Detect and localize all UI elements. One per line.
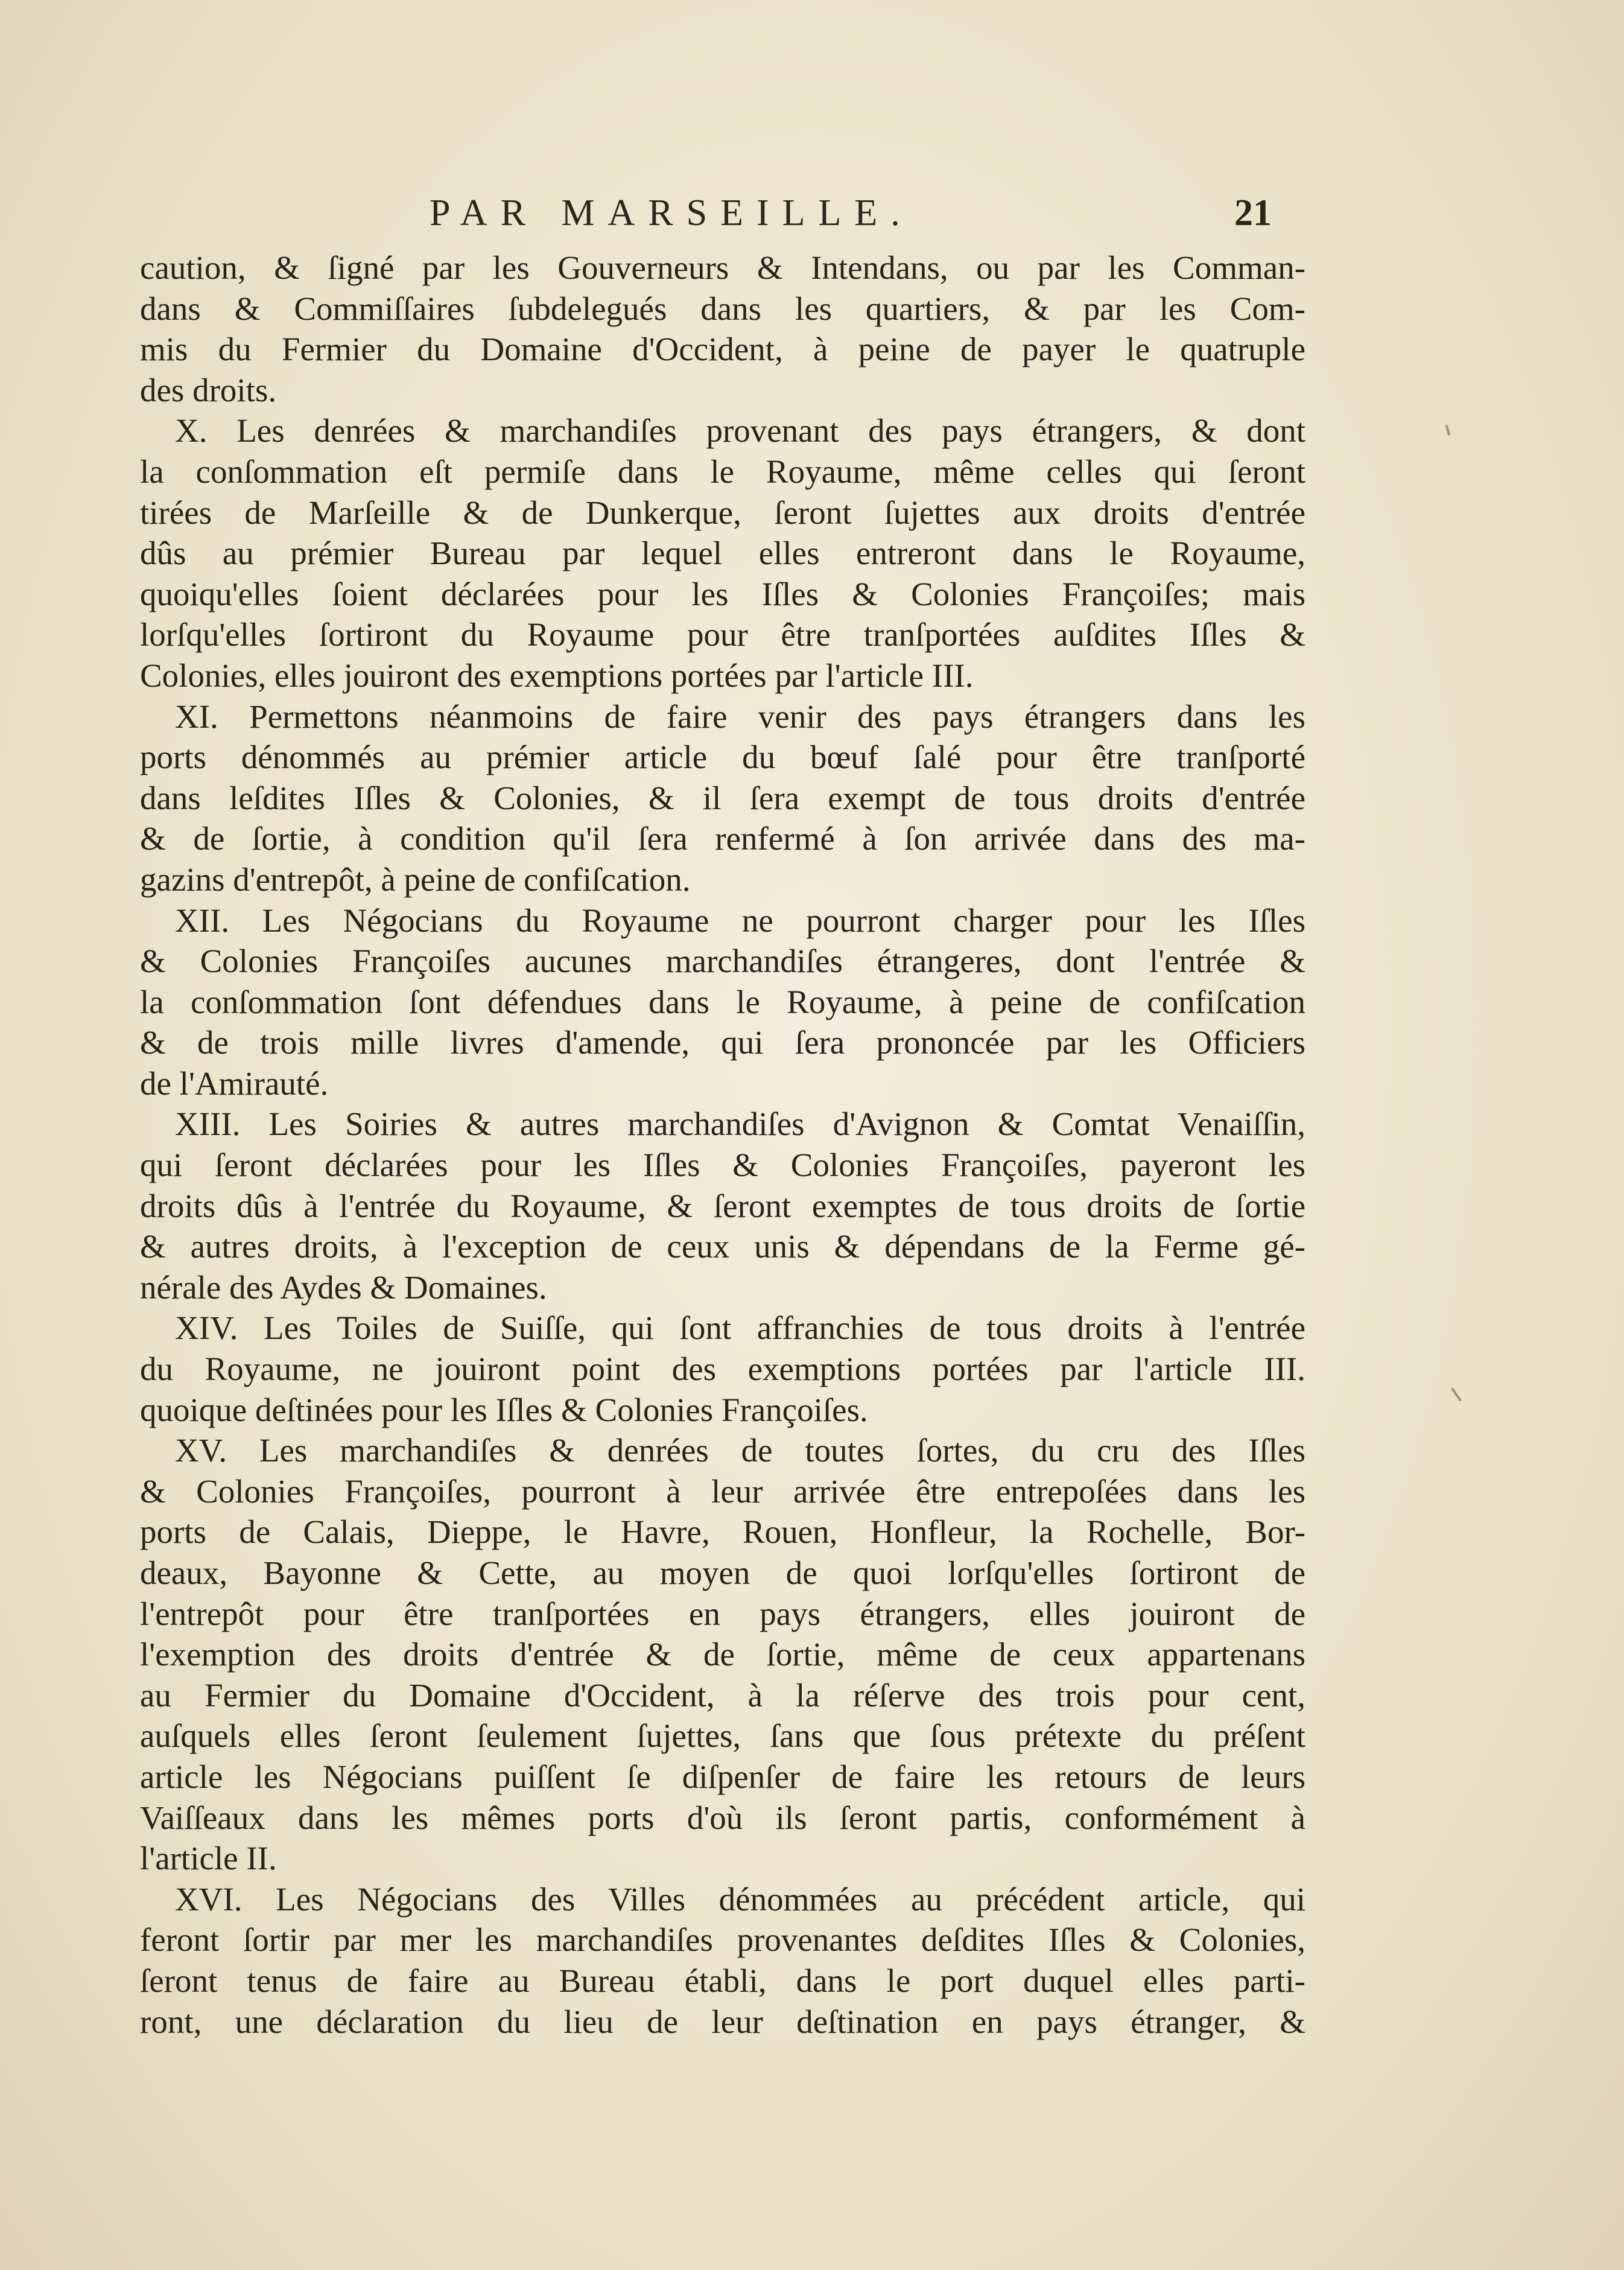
text-line: XV. Les marchandiſes & denrées de toutes ſortes, du cru des Iſles <box>175 1432 1305 1469</box>
text-line: Colonies, elles jouiront des exemptions portées par l'article III. <box>140 657 974 694</box>
text-line: gazins d'entrepôt, à peine de confiſcation. <box>140 860 691 898</box>
text-line: ports de Calais, Dieppe, le Havre, Rouen, Honfleur, la Rochelle, Bor- <box>140 1513 1305 1551</box>
running-head: PAR MARSEILLE. <box>430 192 913 234</box>
text-line: droits dûs à l'entrée du Royaume, & ſeront exemptes de tous droits de ſortie <box>140 1187 1305 1224</box>
text-line: ront, une déclaration du lieu de leur deſtination en pays étranger, & <box>140 2003 1305 2040</box>
text-line: article les Négocians puiſſent ſe diſpenſer de faire les retours de leurs <box>140 1758 1305 1795</box>
text-line: dans leſdites Iſles & Colonies, & il ſera exempt de tous droits d'entrée <box>140 779 1305 816</box>
text-line: dûs au prémier Bureau par lequel elles entreront dans le Royaume, <box>140 535 1305 572</box>
text-line: & Colonies Françoiſes aucunes marchandiſes étrangeres, dont l'entrée & <box>140 943 1305 980</box>
text-line: auſquels elles ſeront ſeulement ſujettes, ſans que ſous prétexte du préſent <box>140 1717 1305 1755</box>
text-line: caution, & ſigné par les Gouverneurs & Intendans, ou par les Comman- <box>140 249 1305 286</box>
text-line: XIV. Les Toiles de Suiſſe, qui ſont affranchies de tous droits à l'entrée <box>175 1309 1305 1347</box>
text-line: & de trois mille livres d'amende, qui ſera prononcée par les Officiers <box>140 1024 1305 1061</box>
paper-speck <box>1451 1387 1462 1402</box>
text-line: nérale des Aydes & Domaines. <box>140 1268 547 1306</box>
text-line: Vaiſſeaux dans les mêmes ports d'où ils ſeront partis, conformément à <box>140 1799 1305 1836</box>
text-line: & autres droits, à l'exception de ceux unis & dépendans de la Ferme gé- <box>140 1228 1305 1265</box>
text-line: au Fermier du Domaine d'Occident, à la réſerve des trois pour cent, <box>140 1676 1305 1714</box>
text-line: quoique deſtinées pour les Iſles & Colonies Françoiſes. <box>140 1391 868 1428</box>
text-line: du Royaume, ne jouiront point des exemptions portées par l'article III. <box>140 1350 1305 1388</box>
text-line: la conſommation eſt permiſe dans le Royaume, même celles qui ſeront <box>140 453 1305 490</box>
text-line: XI. Permettons néanmoins de faire venir des pays étrangers dans les <box>175 698 1305 735</box>
body-text <box>140 247 1305 2042</box>
text-line: quoiqu'elles ſoient déclarées pour les Iſles & Colonies Françoiſes; mais <box>140 575 1305 612</box>
page-number: 21 <box>1234 192 1272 234</box>
text-line: la conſommation ſont défendues dans le Royaume, à peine de confiſcation <box>140 983 1305 1020</box>
text-line: ſeront tenus de faire au Bureau établi, dans le port duquel elles parti- <box>140 1962 1305 1999</box>
text-line: dans & Commiſſaires ſubdelegués dans les quartiers, & par les Com- <box>140 290 1305 327</box>
paper-speck <box>1445 425 1451 436</box>
text-line: XII. Les Négocians du Royaume ne pourront charger pour les Iſles <box>175 901 1305 939</box>
text-line: des droits. <box>140 371 277 409</box>
text-line: tirées de Marſeille & de Dunkerque, ſeront ſujettes aux droits d'entrée <box>140 494 1305 531</box>
text-line: l'exemption des droits d'entrée & de ſortie, même de ceux appartenans <box>140 1636 1305 1673</box>
text-line: feront ſortir par mer les marchandiſes provenantes deſdites Iſles & Colonies, <box>140 1921 1305 1959</box>
text-line: XIII. Les Soiries & autres marchandiſes d'Avignon & Comtat Venaiſſin, <box>175 1105 1305 1143</box>
text-line: l'article II. <box>140 1840 277 1877</box>
text-line: mis du Fermier du Domaine d'Occident, à peine de payer le quatruple <box>140 331 1305 368</box>
text-line: de l'Amirauté. <box>140 1064 329 1102</box>
text-line: X. Les denrées & marchandiſes provenant des pays étrangers, & dont <box>175 412 1305 450</box>
text-line: l'entrepôt pour être tranſportées en pays étrangers, elles jouiront de <box>140 1595 1305 1632</box>
text-line: lorſqu'elles ſortiront du Royaume pour être tranſportées auſdites Iſles & <box>140 616 1305 653</box>
text-line: deaux, Bayonne & Cette, au moyen de quoi lorſqu'elles ſortiront de <box>140 1554 1305 1591</box>
text-line: ports dénommés au prémier article du bœuf ſalé pour être tranſporté <box>140 739 1305 776</box>
text-line: & Colonies Françoiſes, pourront à leur arrivée être entrepoſées dans les <box>140 1472 1305 1510</box>
text-line: qui ſeront déclarées pour les Iſles & Colonies Françoiſes, payeront les <box>140 1146 1305 1184</box>
text-line: XVI. Les Négocians des Villes dénommées au précédent article, qui <box>175 1880 1305 1918</box>
text-line: & de ſortie, à condition qu'il ſera renfermé à ſon arrivée dans des ma- <box>140 820 1305 857</box>
